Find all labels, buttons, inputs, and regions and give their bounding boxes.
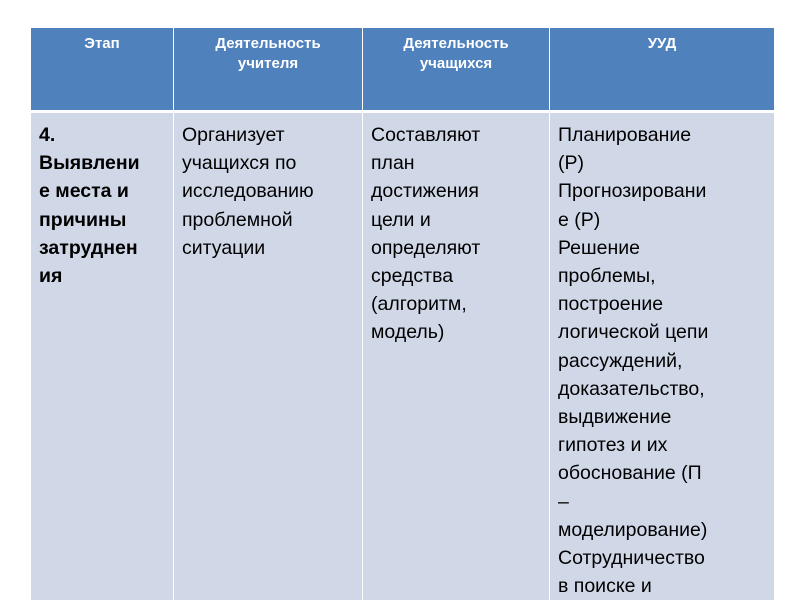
- cell-students-text: Составляют план достижения цели и определяют средства (алгоритм, модель): [371, 124, 481, 344]
- header-student-activity: Деятельность учащихся: [363, 28, 550, 112]
- cell-teacher-activity: [174, 112, 363, 600]
- cell-stage: [31, 112, 174, 600]
- cell-uud: [550, 112, 775, 600]
- table-header-row: [31, 28, 775, 112]
- cell-uud-text: Планирование (Р) Прогнозировани е (Р) Решение проблемы, построение логической цепи рассуждений, доказательство, выдвижение гипотез и их обоснование (П – моделирование) Сотрудничество в поиске и: [558, 124, 709, 598]
- cell-student-activity: [363, 112, 550, 600]
- header-teacher-activity: Деятельность учителя: [174, 28, 363, 112]
- header-stage: Этап: [31, 28, 174, 112]
- lesson-stage-table: [30, 27, 774, 600]
- table-row: [31, 112, 775, 600]
- header-uud: УУД: [550, 28, 775, 112]
- lesson-stage-table-container: [30, 27, 774, 600]
- cell-teacher-text: Организует учащихся по исследованию проблемной ситуации: [182, 124, 314, 259]
- cell-stage-text: 4. Выявлени е места и причины затруднен ия: [39, 124, 140, 288]
